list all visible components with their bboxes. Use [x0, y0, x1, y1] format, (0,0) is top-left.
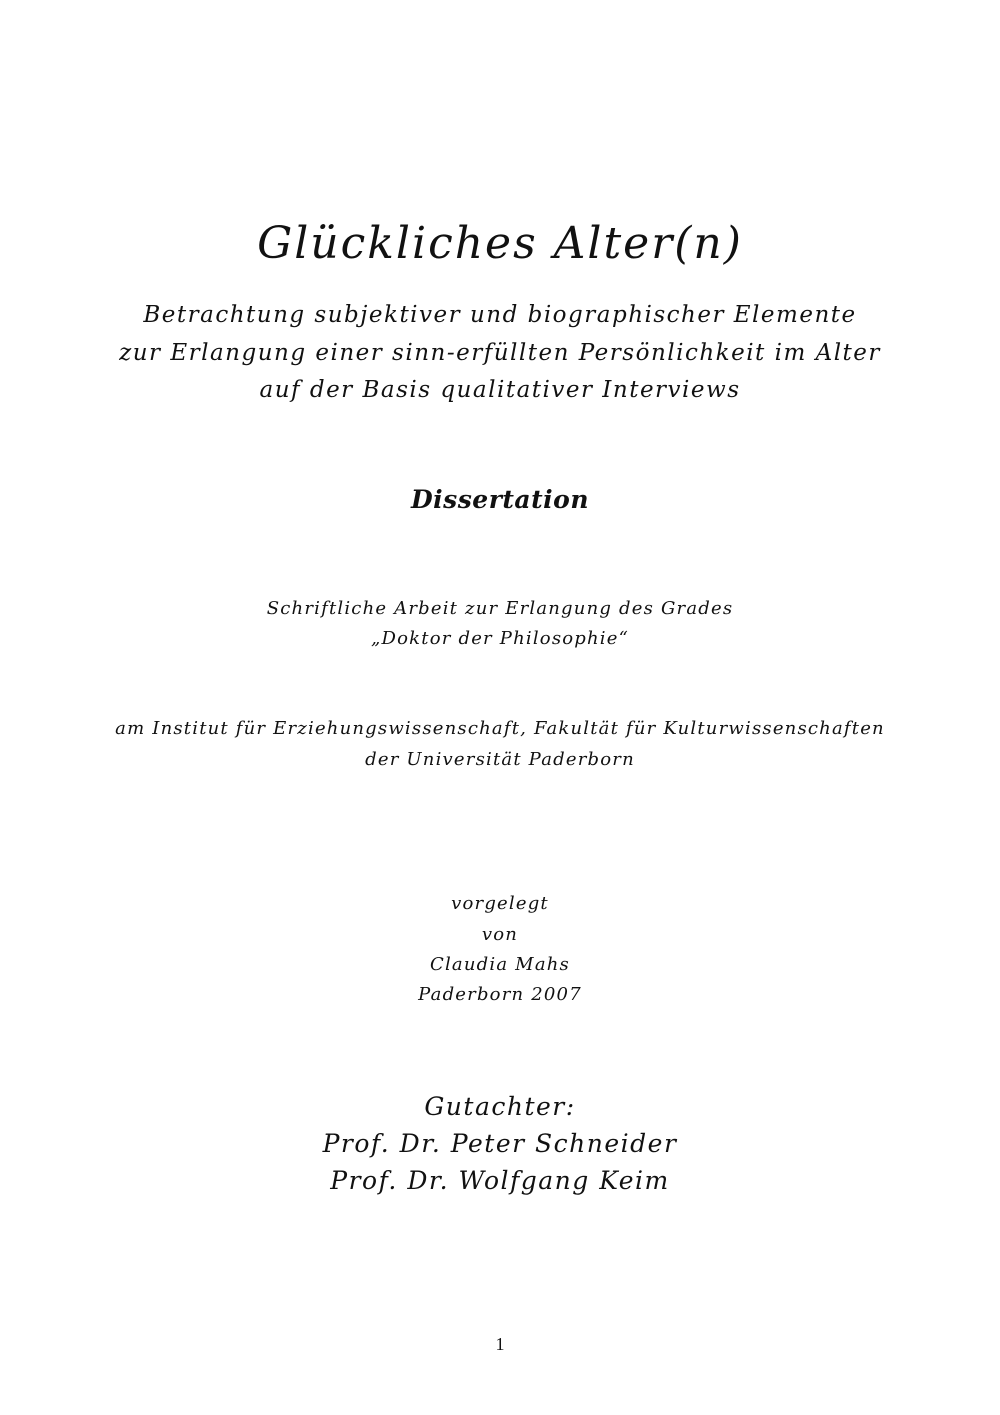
reviewers-heading: Gutachter: [424, 1092, 576, 1121]
institution-line-2: der Universität Paderborn [365, 749, 635, 770]
by-label: von [481, 924, 519, 945]
document-type: Dissertation [410, 485, 590, 514]
subtitle-line-1: Betrachtung subjektiver und biographischer Elemente [143, 302, 857, 328]
reviewer-2: Prof. Dr. Wolfgang Keim [330, 1166, 670, 1195]
purpose-line-2: „Doktor der Philosophie“ [370, 628, 630, 649]
subtitle-line-3: auf der Basis qualitativer Interviews [259, 377, 741, 403]
purpose-line-1: Schriftliche Arbeit zur Erlangung des Grades [266, 598, 734, 619]
submitted-label: vorgelegt [451, 893, 549, 914]
author-name: Claudia Mahs [430, 954, 570, 975]
subtitle-line-2: zur Erlangung einer sinn-erfüllten Persönlichkeit im Alter [119, 340, 881, 366]
place-year: Paderborn 2007 [418, 984, 582, 1005]
page-number: 1 [495, 1334, 505, 1354]
document-title: Glückliches Alter(n) [257, 218, 743, 269]
reviewer-1: Prof. Dr. Peter Schneider [322, 1129, 678, 1158]
institution-line-1: am Institut für Erziehungswissenschaft, Fakultät für Kulturwissenschaften [115, 718, 885, 739]
